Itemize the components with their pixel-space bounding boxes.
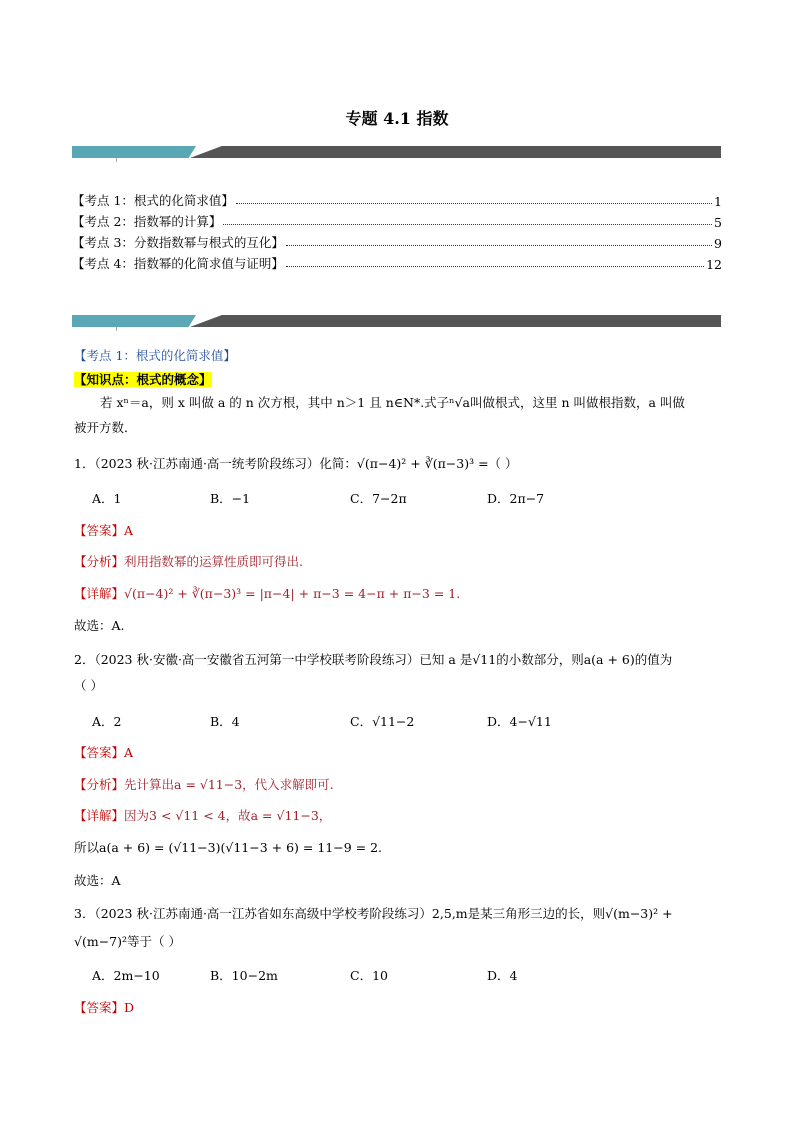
q1-option-b[interactable]: B．−1 [210, 491, 251, 506]
toc-item-2[interactable]: 【考点 2：指数幂的计算】 5 [72, 214, 722, 230]
question-3-stem-2: √(m−7)²等于（ ） [74, 934, 181, 949]
section-heading: 【考点 1：根式的化简求值】 [74, 348, 236, 363]
q2-detail: 【详解】因为3 < √11 < 4，故a = √11−3， [74, 808, 332, 823]
question-2-stem: 2．（2023 秋·安徽·高一安徽省五河第一中学校联考阶段练习）已知 a 是√11的小数部分，则a(a + 6)的值为 [74, 652, 673, 667]
q1-option-d[interactable]: D．2π−7 [487, 491, 545, 506]
q2-answer: 【答案】A [74, 745, 134, 760]
decorative-bar-section [72, 315, 721, 327]
q1-option-a[interactable]: A．1 [92, 491, 122, 506]
q1-detail: 【详解】√(π−4)² + ∛(π−3)³ = |π−4| + π−3 = 4−π + π−3 = 1. [74, 586, 461, 601]
q2-detail-2: 所以a(a + 6) = (√11−3)(√11−3 + 6) = 11−9 = 2. [74, 840, 383, 855]
q3-answer: 【答案】D [74, 1000, 135, 1015]
q2-option-b[interactable]: B．4 [210, 714, 240, 729]
toc-item-1[interactable]: 【考点 1：根式的化简求值】 1 [72, 193, 722, 209]
question-2-stem-2: （ ） [74, 678, 103, 693]
q2-option-d[interactable]: D．4−√11 [487, 714, 552, 729]
q3-option-c[interactable]: C．10 [350, 968, 388, 983]
knowledge-text-2: 被开方数． [74, 420, 137, 435]
toc-item-3[interactable]: 【考点 3：分数指数幂与根式的互化】 9 [72, 235, 722, 251]
q1-answer: 【答案】A [74, 523, 134, 538]
q3-option-b[interactable]: B．10−2m [210, 968, 278, 983]
table-of-contents [72, 188, 722, 272]
q3-option-d[interactable]: D．4 [487, 968, 518, 983]
toc-item-4[interactable]: 【考点 4：指数幂的化简求值与证明】 12 [72, 256, 722, 272]
q2-option-c[interactable]: C．√11−2 [350, 714, 415, 729]
q1-analysis: 【分析】利用指数幂的运算性质即可得出. [74, 554, 303, 569]
question-3-stem: 3．（2023 秋·江苏南通·高一江苏省如东高级中学校考阶段练习）2,5,m是某三角形三边的长，则√(m−3)² + [74, 906, 673, 921]
question-1-stem: 1．（2023 秋·江苏南通·高一统考阶段练习）化简：√(π−4)² + ∛(π−3)³ =（ ） [74, 456, 518, 471]
q1-option-c[interactable]: C．7−2π [350, 491, 407, 506]
knowledge-text: 若 xⁿ＝a，则 x 叫做 a 的 n 次方根，其中 n＞1 且 n∈N*.式子ⁿ√a叫做根式，这里 n 叫做根指数，a 叫做 [100, 395, 685, 410]
q1-conclusion: 故选：A. [74, 618, 125, 633]
q2-analysis: 【分析】先计算出a = √11−3，代入求解即可. [74, 777, 334, 792]
page-title: 专题 4.1 指数 [345, 109, 449, 128]
q2-conclusion: 故选：A [74, 873, 121, 888]
knowledge-label: 【知识点：根式的概念】 [74, 372, 212, 387]
q2-option-a[interactable]: A．2 [92, 714, 122, 729]
q3-option-a[interactable]: A．2m−10 [92, 968, 160, 983]
decorative-bar-top [72, 146, 721, 158]
